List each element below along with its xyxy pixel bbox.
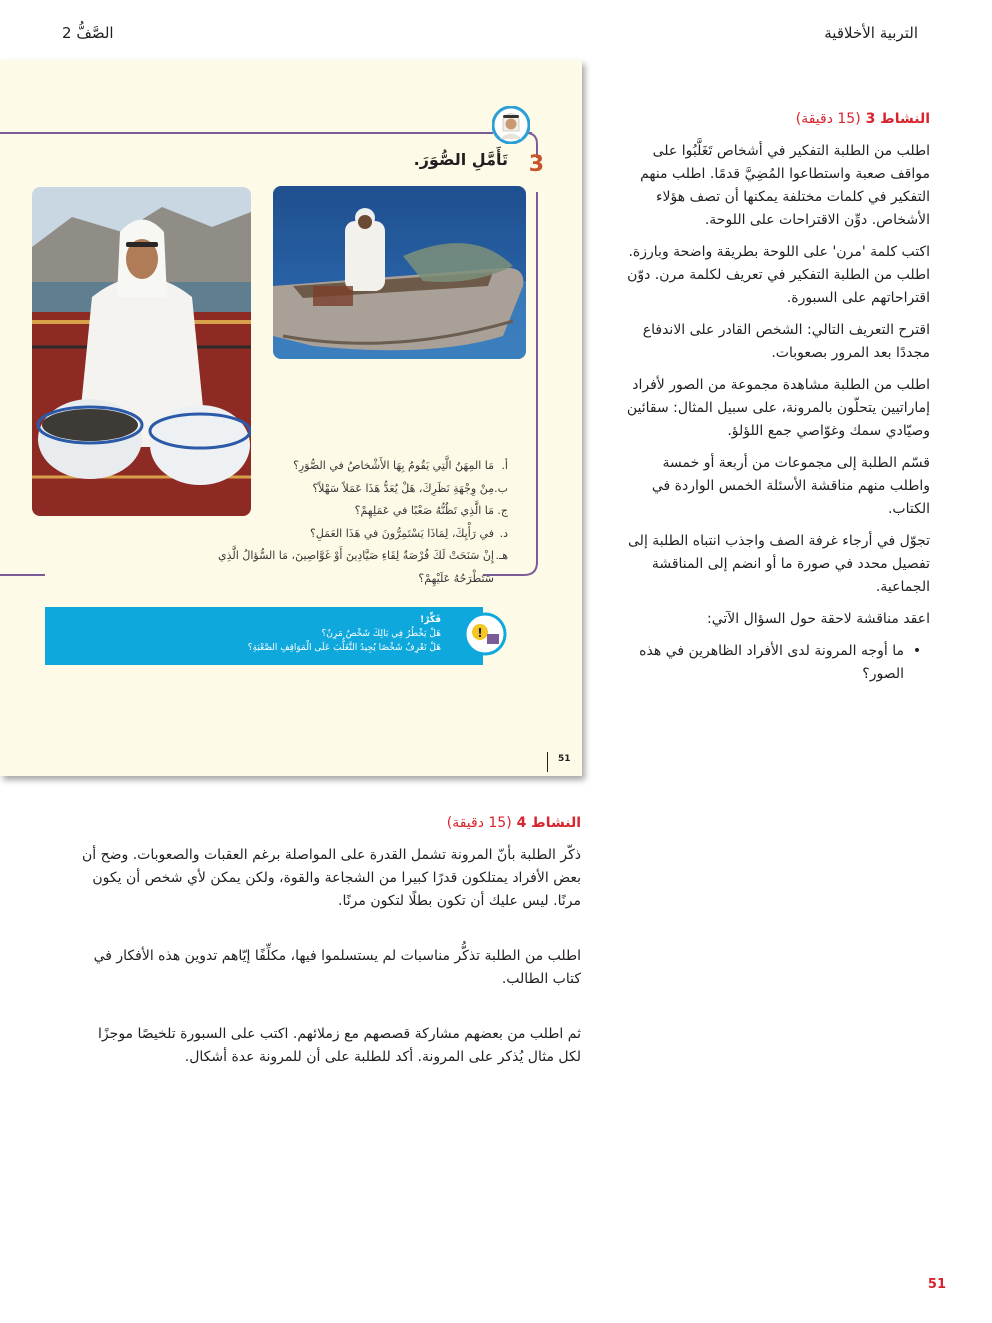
activity-3-title [796,111,930,127]
question-item [218,478,508,501]
activity-3-paragraph: تجوّل في أرجاء غرفة الصف واجذب انتباه الطلبة إلى تفصيل محدد في صورة ما أو انضم إلى المناقشة الجماعية. [628,533,930,595]
question-item [218,500,508,523]
question-text: مِنْ وِجْهَةِ نَظَرِكَ، هَلْ يُعَدُّ هَذَا عَمَلاً سَهْلاً؟ [312,481,494,495]
question-item [218,523,508,546]
page-number-rule [547,752,548,772]
question-text: إِنْ سَنَحَتْ لَكَ فُرْصَةٌ لِقَاءِ صَيَّادِينَ أَوْ غَوَّاصِينَ، مَا السُّؤالُ الَّذِي سَتَطْرَحُهُ عَلَيْهِمْ؟ [218,549,494,585]
activity-4-label: النشاط 4 [516,815,581,831]
question-letter: ج. [497,504,508,517]
think-box [45,607,483,665]
frame-top-line [0,132,493,134]
activity-3-paragraph: اقترح التعريف التالي: الشخص القادر على الاندفاع مجددًا بعد المرور بصعوبات. [642,322,930,361]
think-bulb-icon [463,612,507,656]
frame-right-line [536,192,538,564]
activity-4-duration: (15 دقيقة) [446,815,512,831]
emirati-boy-icon [492,106,530,144]
student-page-number: 51 [558,754,571,764]
subject-header: التربية الأخلاقية [824,24,918,42]
questions-list [218,455,508,590]
activity-4-paragraph: ذكّر الطلبة بأنّ المرونة تشمل القدرة على المواصلة برغم العقبات والصعوبات. وضح أن بعض الأفراد يمتلكون قدرًا كبيرا من الشجاعة والقوة، ولكن يمكن لأي شخص أن يكون مرنًا. ليس عليك أن تكون بطلًا لتكون مرنًا. [81,847,581,909]
question-item [218,455,508,478]
activity-3-label: النشاط 3 [865,111,930,127]
activity-3-paragraph: قسّم الطلبة إلى مجموعات من أربعة أو خمسة واطلب منهم مناقشة الأسئلة الخمس الواردة في الكتاب. [651,455,930,517]
activity-3-bullet [620,640,930,686]
question-letter: ب. [494,481,508,495]
fisherman-boat-photo [273,186,526,359]
svg-text:!: ! [477,626,483,640]
bullet-icon: • [912,643,922,659]
question-letter: د. [499,526,508,540]
question-text: مَا المِهَنُ الَّتِي يَقُومُ بِهَا الأَشْخاصُ في الصُّوَرِ؟ [293,459,494,472]
activity-3-duration: (15 دقيقة) [795,111,861,127]
think-title: فَكِّرْ! [420,615,441,625]
think-line-1: هَلْ يَخْطُرُ فِي بَالِكَ شَخْصٌ مَرِنٌ؟ [321,629,441,639]
frame-bottom-line [0,574,45,576]
question-letter: أ. [501,459,508,472]
page-number: 51 [927,1277,946,1292]
activity-4-body [76,844,581,1078]
activity-4-paragraph: ثم اطلب من بعضهم مشاركة قصصهم مع زملائهم. اكتب على السبورة تلخيصًا موجزًا لكل مثال يُذكر على المرونة. أكد للطلبة على أن للمرونة عدة أشكال. [98,1026,581,1065]
section-title: تَأَمَّلِ الصُّوَرَ. [413,150,508,169]
activity-3-paragraph: اطلب من الطلبة مشاهدة مجموعة من الصور لأفراد إماراتيين يتحلّون بالمرونة، على سبيل المثال: سقائين وصيّادي سمك وغوّاصي جمع اللؤلؤ. [626,377,930,439]
activity-3-bullet-text: ما أوجه المرونة لدى الأفراد الظاهرين في هذه الصور؟ [639,643,904,682]
activity-3-paragraph: اعقد مناقشة لاحقة حول السؤال الآتي: [707,611,930,627]
question-text: في رَأْيِكَ، لِمَاذَا يَسْتَمِرُّونَ في هَذَا العَمَلِ؟ [310,526,494,540]
activity-3-paragraph: اطلب من الطلبة التفكير في أشخاص تَغَلَّبُوا على مواقف صعبة واستطاعوا المُضِيَّ قدمًا. اطلب منهم التفكير في كلمات مختلفة يمكنها أن تصف هؤلاء الأشخاص. دوِّن الاقتراحات على اللوحة. [640,143,930,228]
question-text: مَا الَّذِي تَظُنُّهُ صَعْبًا في عَمَلِهِمْ؟ [354,504,494,517]
activity-4-title [447,815,581,831]
think-line-2: هَلْ تَعْرِفُ شَخْصًا يُجِيدُ التَّغَلُّبَ عَلَى الْمَوَاقِفِ الصَّعْبَةِ؟ [247,643,441,653]
question-item [218,545,508,590]
activity-3-paragraph: اكتب كلمة 'مرن' على اللوحة بطريقة واضحة وبارزة. اطلب من الطلبة التفكير في تعريف لكلمة مرن. دوّن اقتراحاتهم على السبورة. [627,244,930,306]
student-book-page [0,60,582,776]
activity-3-body [620,140,930,686]
section-number: 3 [528,152,544,177]
grade-header: الصَّفُّ 2 [62,24,114,42]
activity-4-paragraph: اطلب من الطلبة تذكُّر مناسبات لم يستسلموا فيها، مكلِّفًا إيّاهم تدوين هذه الأفكار في كتاب الطالب. [93,948,581,987]
question-letter: هـ. [495,549,508,562]
